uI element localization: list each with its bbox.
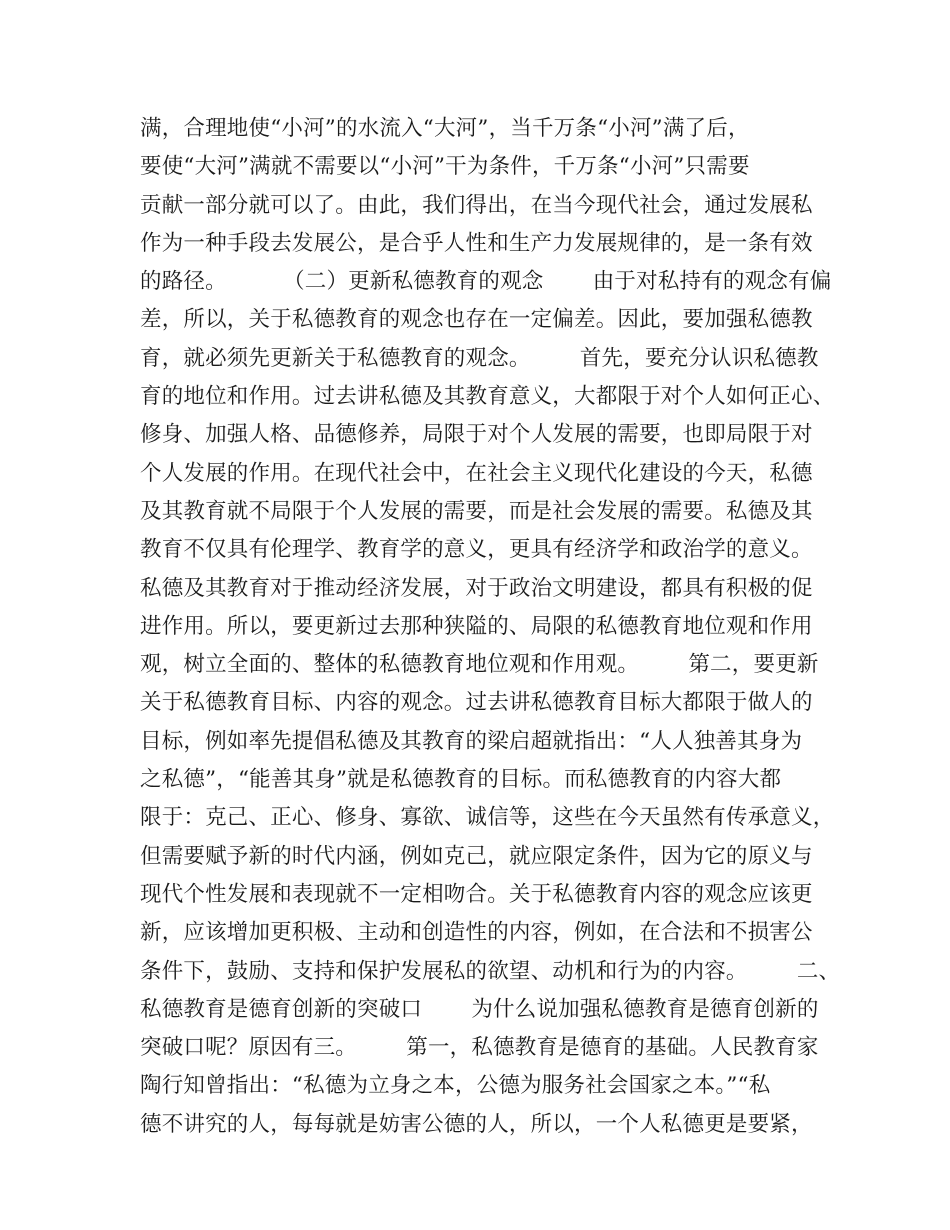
text-line-6: 差，所以，关于私德教育的观念也存在一定偏差。因此，要加强私德教 bbox=[140, 307, 813, 333]
text-line-4: 作为一种手段去发展公，是合乎人性和生产力发展规律的，是一条有效 bbox=[140, 230, 813, 256]
text-line-11: 及其教育就不局限于个人发展的需要，而是社会发展的需要。私德及其 bbox=[140, 498, 813, 524]
text-line-7: 育，就必须先更新关于私德教育的观念。 首先，要充分认识私德教 bbox=[140, 345, 819, 371]
text-line-26: 陶行知曾指出：“私德为立身之本，公德为服务社会国家之本。”“私 bbox=[140, 1073, 771, 1099]
text-line-9: 修身、加强人格、品德修养，局限于对个人发展的需要，也即局限于对 bbox=[140, 422, 813, 448]
text-line-22: 新，应该增加更积极、主动和创造性的内容，例如，在合法和不损害公 bbox=[140, 920, 813, 946]
body-text bbox=[140, 110, 840, 1144]
text-line-19: 限于：克己、正心、修身、寡欲、诚信等，这些在今天虽然有传承意义， bbox=[140, 805, 835, 831]
text-line-14: 进作用。所以，要更新过去那种狭隘的、局限的私德教育地位观和作用 bbox=[140, 613, 813, 639]
text-line-13: 私德及其教育对于推动经济发展，对于政治文明建设，都具有积极的促 bbox=[140, 575, 813, 601]
text-line-17: 目标，例如率先提倡私德及其教育的梁启超就指出：“人人独善其身为 bbox=[140, 728, 803, 754]
text-line-24: 私德教育是德育创新的突破口 为什么说加强私德教育是德育创新的 bbox=[140, 996, 819, 1022]
text-line-1: 满，合理地使“小河”的水流入“大河”，当千万条“小河”满了后， bbox=[140, 116, 750, 141]
text-line-27: 德不讲究的人，每每就是妨害公德的人，所以，一个人私德更是要紧， bbox=[140, 1111, 813, 1137]
text-line-10: 个人发展的作用。在现代社会中，在社会主义现代化建设的今天，私德 bbox=[140, 460, 813, 486]
text-line-21: 现代个性发展和表现就不一定相吻合。关于私德教育内容的观念应该更 bbox=[140, 881, 813, 907]
text-line-5: 的路径。 （二）更新私德教育的观念 由于对私持有的观念有偏 bbox=[140, 269, 832, 295]
text-line-18: 之私德”，“能善其身”就是私德教育的目标。而私德教育的内容大都 bbox=[140, 767, 782, 793]
text-line-25: 突破口呢？原因有三。 第一，私德教育是德育的基础。人民教育家 bbox=[140, 1035, 819, 1061]
text-line-8: 育的地位和作用。过去讲私德及其教育意义，大都限于对个人如何正心、 bbox=[140, 384, 835, 410]
text-line-2: 要使“大河”满就不需要以“小河”干为条件，千万条“小河”只需要 bbox=[140, 154, 750, 180]
text-line-20: 但需要赋予新的时代内涵，例如克己，就应限定条件，因为它的原义与 bbox=[140, 843, 813, 869]
text-line-16: 关于私德教育目标、内容的观念。过去讲私德教育目标大都限于做人的 bbox=[140, 690, 813, 716]
text-line-3: 贡献一部分就可以了。由此，我们得出，在当今现代社会，通过发展私 bbox=[140, 192, 813, 218]
text-line-23: 条件下，鼓励、支持和保护发展私的欲望、动机和行为的内容。 二、 bbox=[140, 958, 841, 984]
text-line-12: 教育不仅具有伦理学、教育学的意义，更具有经济学和政治学的意义。 bbox=[140, 537, 813, 563]
text-line-15: 观，树立全面的、整体的私德教育地位观和作用观。 第二，要更新 bbox=[140, 652, 819, 678]
